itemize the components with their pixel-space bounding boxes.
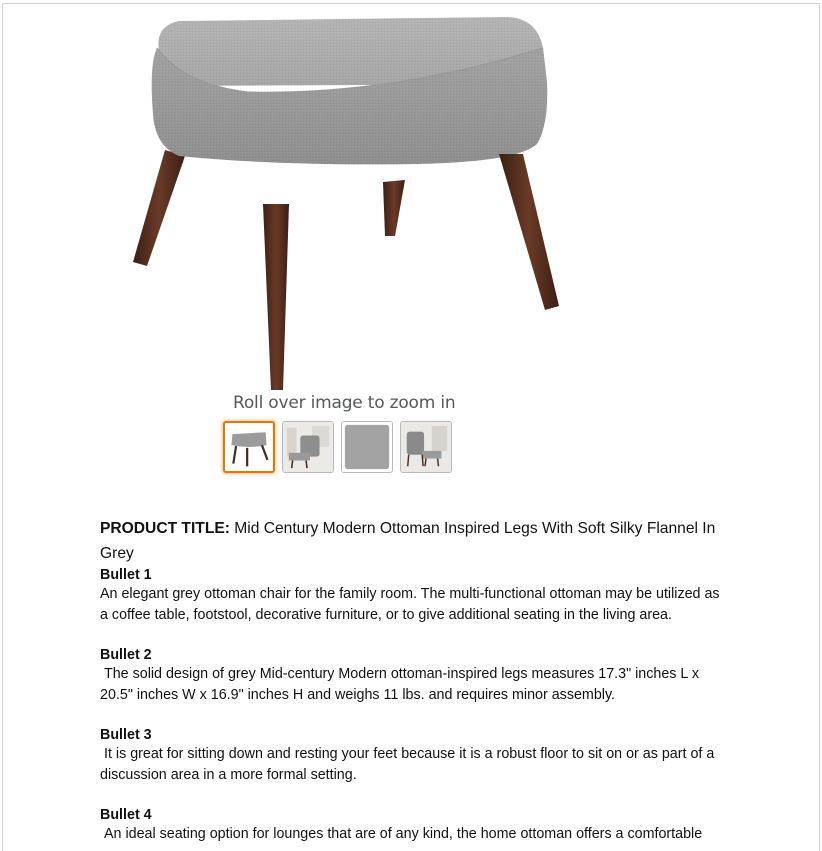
ottoman-thumbnail-icon: [225, 423, 273, 471]
fabric-swatch-thumbnail-icon: [342, 422, 392, 472]
bullet-1-text: An elegant grey ottoman chair for the family room. The multi-functional ottoman may be utilized as a coffee table, footstool, decorative furniture, or to give additional seating in the living area.: [100, 586, 720, 623]
bullet-4-heading: Bullet 4: [100, 807, 152, 823]
chair-scene-thumbnail-icon: [401, 422, 451, 472]
bullet-2-text: The solid design of grey Mid-century Modern ottoman-inspired legs measures 17.3" inches L x 20.5" inches W x 16.9" inches H and weighs 11 lbs. and requires minor assembly.: [100, 666, 699, 703]
thumbnail-chair-scene[interactable]: [400, 421, 452, 473]
bullet-1-heading: Bullet 1: [100, 567, 152, 583]
product-description: [100, 516, 730, 845]
bullet-3-text: It is great for sitting down and resting your feet because it is a robust floor to sit on or as part of a discussion area in a more formal setting.: [100, 746, 715, 783]
product-title-text: Mid Century Modern Ottoman Inspired Legs With Soft Silky Flannel In Grey: [100, 520, 716, 562]
bullet-4-text: An ideal seating option for lounges that are of any kind, the home ottoman offers a comfortable: [103, 826, 703, 842]
thumbnail-fabric-swatch[interactable]: [341, 421, 393, 473]
product-title-label: PRODUCT TITLE:: [100, 520, 230, 537]
bullet-3-heading: Bullet 3: [100, 727, 152, 743]
product-main-image[interactable]: [87, 4, 583, 392]
thumbnail-ottoman-front[interactable]: [223, 421, 275, 473]
product-title: [100, 516, 730, 566]
thumbnail-strip: [223, 421, 452, 473]
bullet-2-heading: Bullet 2: [100, 647, 152, 663]
zoom-hint: Roll over image to zoom in: [233, 393, 456, 413]
document-page: [2, 3, 820, 851]
thumbnail-room-scene[interactable]: [282, 421, 334, 473]
ottoman-image: [87, 4, 583, 392]
room-scene-thumbnail-icon: [283, 422, 333, 472]
